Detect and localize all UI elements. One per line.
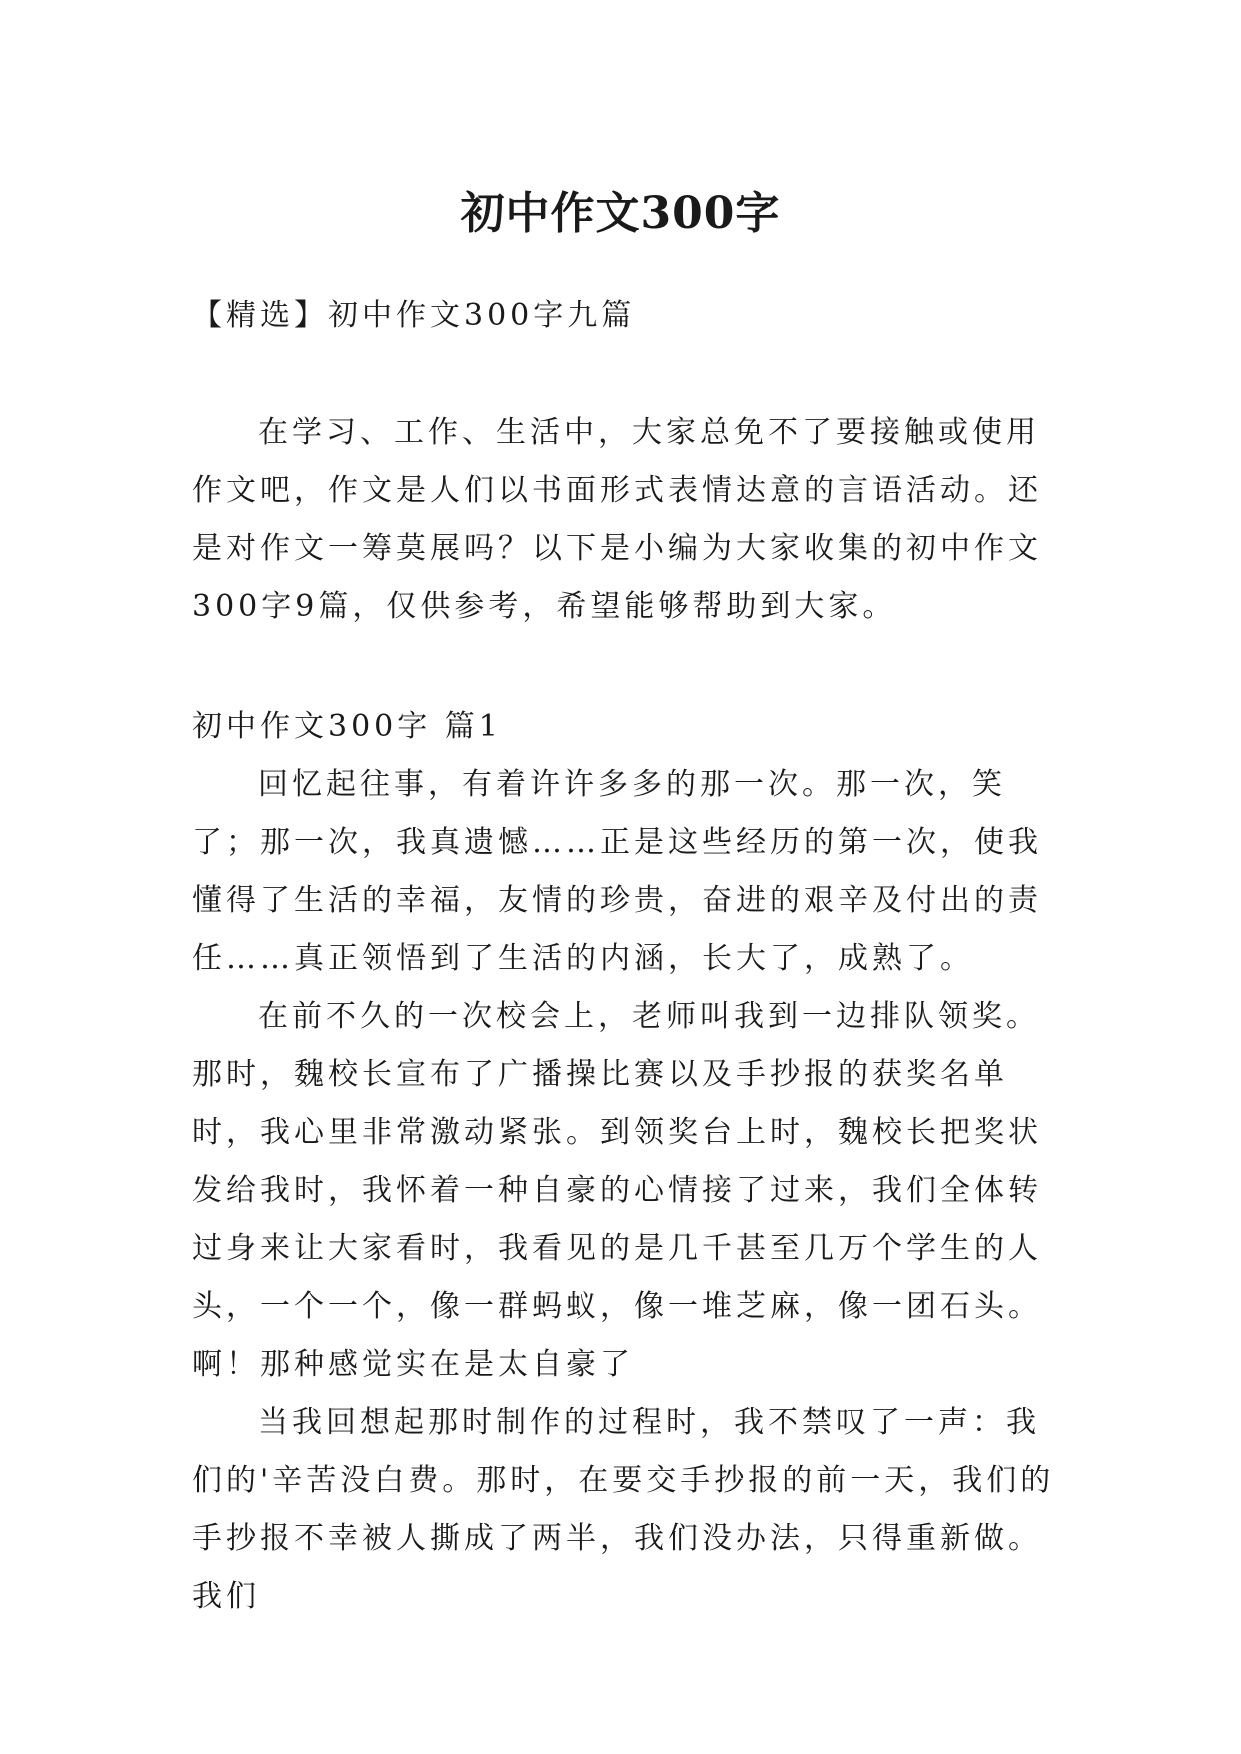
document-title: 初中作文300字 [460,188,781,240]
section-heading: 初中作文300字 篇1 [192,709,502,744]
essay-section [192,698,1062,1626]
essay-paragraph: 当我回想起那时制作的过程时，我不禁叹了一声：我们的'辛苦没白费。那时，在要交手抄报的前一天，我们的手抄报不幸被人撕成了两半，我们没办法，只得重新做。我们 [192,1405,1055,1614]
intro-paragraph: 在学习、工作、生活中，大家总免不了要接触或使用作文吧，作文是人们以书面形式表情达意的言语活动。还是对作文一筹莫展吗？以下是小编为大家收集的初中作文300字9篇，仅供参考，希望能够帮助到大家。 [192,415,1042,624]
document-subtitle: 【精选】初中作文300字九篇 [192,298,636,333]
essay-paragraph: 回忆起往事，有着许许多多的那一次。那一次，笑了；那一次，我真遗憾……正是这些经历的第一次，使我懂得了生活的幸福，友情的珍贵，奋进的艰辛及付出的责任……真正领悟到了生活的内涵，长大了，成熟了。 [192,767,1042,976]
essay-paragraph: 在前不久的一次校会上，老师叫我到一边排队领奖。那时，魏校长宣布了广播操比赛以及手抄报的获奖名单时，我心里非常激动紧张。到领奖台上时，魏校长把奖状发给我时，我怀着一种自豪的心情接了过来，我们全体转过身来让大家看时，我看见的是几千甚至几万个学生的人头，一个一个，像一群蚂蚁，像一堆芝麻，像一团石头。啊！那种感觉实在是太自豪了 [192,999,1042,1382]
